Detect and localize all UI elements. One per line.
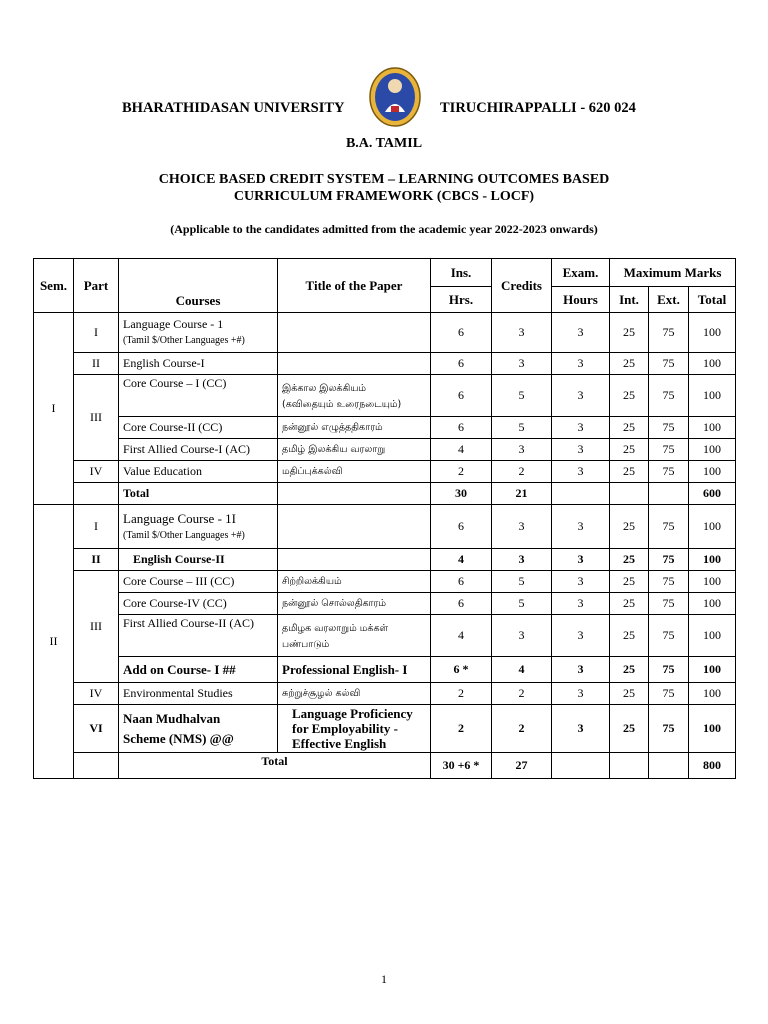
- ext-cell: 75: [649, 375, 689, 417]
- ext-cell: 75: [649, 683, 689, 705]
- exam-cell: 3: [552, 439, 610, 461]
- course-subtext: (Tamil $/Other Languages +#): [123, 529, 245, 541]
- int-cell: [610, 483, 649, 505]
- table-row: [34, 571, 736, 593]
- exam-cell: 3: [552, 461, 610, 483]
- title-cell: நன்னூல் எழுத்ததிகாரம்: [278, 417, 431, 439]
- credits-cell: 3: [492, 353, 552, 375]
- curriculum-table: [33, 258, 736, 779]
- credits-cell: 2: [492, 461, 552, 483]
- hours-total: 30: [431, 483, 492, 505]
- part-cell: VI: [74, 705, 119, 753]
- total-cell: 100: [689, 375, 736, 417]
- header-int: Int.: [610, 287, 649, 313]
- int-cell: 25: [610, 593, 649, 615]
- title-cell: [278, 353, 431, 375]
- total-cell: 100: [689, 705, 736, 753]
- total-cell: 100: [689, 353, 736, 375]
- exam-cell: 3: [552, 313, 610, 353]
- part-cell: IV: [74, 461, 119, 483]
- sem-cell: II: [34, 505, 74, 779]
- title-cell: [278, 505, 431, 549]
- course-cell: Core Course-IV (CC): [119, 593, 278, 615]
- title-cell: நன்னூல் சொல்லதிகாரம்: [278, 593, 431, 615]
- part-cell: III: [74, 571, 119, 683]
- int-cell: 25: [610, 375, 649, 417]
- hours-cell: 4: [431, 615, 492, 657]
- exam-cell: 3: [552, 657, 610, 683]
- credits-cell: 5: [492, 593, 552, 615]
- exam-cell: 3: [552, 375, 610, 417]
- int-cell: 25: [610, 705, 649, 753]
- credits-cell: 5: [492, 417, 552, 439]
- total-cell: 100: [689, 461, 736, 483]
- ext-cell: 75: [649, 461, 689, 483]
- exam-cell: 3: [552, 705, 610, 753]
- title-subtext: for Employability -: [292, 721, 398, 736]
- course-cell: Value Education: [119, 461, 278, 483]
- table-row: [34, 657, 736, 683]
- hours-cell: 6: [431, 313, 492, 353]
- part-cell: II: [74, 353, 119, 375]
- hours-cell: 6: [431, 593, 492, 615]
- title-cell: [278, 705, 431, 753]
- hours-cell: 6: [431, 353, 492, 375]
- course-cell: First Allied Course-I (AC): [119, 439, 278, 461]
- ext-cell: [649, 753, 689, 779]
- credits-cell: 3: [492, 439, 552, 461]
- credits-cell: 5: [492, 571, 552, 593]
- hours-cell: 4: [431, 549, 492, 571]
- title-cell: [278, 549, 431, 571]
- total-cell: 100: [689, 417, 736, 439]
- title-subtext: (கவிதையும் உரைநடையும்): [282, 398, 402, 410]
- int-cell: 25: [610, 313, 649, 353]
- part-cell: II: [74, 549, 119, 571]
- credits-cell: 2: [492, 683, 552, 705]
- header-ins-hrs-1: Ins.: [431, 259, 492, 287]
- credits-cell: 5: [492, 375, 552, 417]
- table-row: [34, 375, 736, 417]
- ext-cell: 75: [649, 549, 689, 571]
- course-cell: [119, 313, 278, 353]
- part-cell: I: [74, 505, 119, 549]
- credits-total: 21: [492, 483, 552, 505]
- hours-total: 30 +6 *: [431, 753, 492, 779]
- total-row: [34, 483, 736, 505]
- table-row: [34, 683, 736, 705]
- course-cell: Add on Course- I ##: [119, 657, 278, 683]
- course-cell: [119, 505, 278, 549]
- exam-cell: 3: [552, 505, 610, 549]
- exam-cell: 3: [552, 615, 610, 657]
- header-courses: Courses: [119, 259, 278, 313]
- framework-title-line2: CURRICULUM FRAMEWORK (CBCS - LOCF): [233, 189, 535, 204]
- ext-cell: 75: [649, 439, 689, 461]
- exam-cell: 3: [552, 549, 610, 571]
- credits-cell: 3: [492, 615, 552, 657]
- int-cell: [610, 753, 649, 779]
- course-cell: Environmental Studies: [119, 683, 278, 705]
- ext-cell: 75: [649, 313, 689, 353]
- total-label: Total: [119, 753, 431, 779]
- course-cell: English Course-II: [119, 549, 278, 571]
- university-city: TIRUCHIRAPPALLI - 620 024: [440, 100, 636, 116]
- credits-cell: 2: [492, 705, 552, 753]
- total-cell: 100: [689, 313, 736, 353]
- title-cell: சுற்றுச்சூழல் கல்வி: [278, 683, 431, 705]
- header-part: Part: [74, 259, 119, 313]
- title-subtext: பண்பாடும்: [282, 638, 330, 650]
- title-cell: சிற்றிலக்கியம்: [278, 571, 431, 593]
- part-cell: III: [74, 375, 119, 461]
- ext-cell: 75: [649, 657, 689, 683]
- total-cell: 100: [689, 439, 736, 461]
- title-cell: [278, 615, 431, 657]
- int-cell: 25: [610, 417, 649, 439]
- int-cell: 25: [610, 549, 649, 571]
- title-cell: [278, 483, 431, 505]
- exam-cell: [552, 753, 610, 779]
- total-cell: 100: [689, 615, 736, 657]
- hours-cell: 6: [431, 505, 492, 549]
- ext-cell: 75: [649, 417, 689, 439]
- exam-cell: [552, 483, 610, 505]
- title-cell: மதிப்புக்கல்வி: [278, 461, 431, 483]
- ext-cell: 75: [649, 593, 689, 615]
- hours-cell: 2: [431, 461, 492, 483]
- course-subtext: (Tamil $/Other Languages +#): [123, 335, 245, 346]
- title-text: தமிழக வரலாறும் மக்கள்: [282, 622, 389, 634]
- total-cell: 100: [689, 593, 736, 615]
- exam-cell: 3: [552, 683, 610, 705]
- sem-cell: I: [34, 313, 74, 505]
- ext-cell: 75: [649, 505, 689, 549]
- university-name: BHARATHIDASAN UNIVERSITY: [122, 100, 345, 116]
- course-name: Naan Mudhalvan: [123, 710, 221, 726]
- credits-cell: 3: [492, 505, 552, 549]
- hours-cell: 6: [431, 571, 492, 593]
- ext-cell: 75: [649, 705, 689, 753]
- total-cell: 100: [689, 683, 736, 705]
- table-row: [34, 593, 736, 615]
- int-cell: 25: [610, 461, 649, 483]
- ext-cell: 75: [649, 615, 689, 657]
- total-cell: 100: [689, 505, 736, 549]
- title-cell: [278, 313, 431, 353]
- course-name: Language Course - 1I: [123, 510, 236, 526]
- header-sem: Sem.: [34, 259, 74, 313]
- title-text: இக்கால இலக்கியம்: [282, 382, 367, 394]
- title-cell: தமிழ் இலக்கிய வரலாறு: [278, 439, 431, 461]
- table-row: [34, 353, 736, 375]
- course-subtext: Scheme (NMS) @@: [123, 730, 234, 746]
- credits-cell: 3: [492, 549, 552, 571]
- table-row: [34, 313, 736, 353]
- hours-cell: 2: [431, 705, 492, 753]
- int-cell: 25: [610, 353, 649, 375]
- hours-cell: 2: [431, 683, 492, 705]
- course-name: Language Course - 1: [123, 317, 224, 331]
- course-cell: First Allied Course-II (AC): [119, 615, 278, 657]
- ext-cell: 75: [649, 353, 689, 375]
- hours-cell: 6 *: [431, 657, 492, 683]
- exam-cell: 3: [552, 571, 610, 593]
- framework-title-line1: CHOICE BASED CREDIT SYSTEM – LEARNING OUTCOMES BASED: [158, 172, 610, 187]
- table-row: [34, 505, 736, 549]
- header-title: Title of the Paper: [278, 259, 431, 313]
- table-row: [34, 549, 736, 571]
- total-cell: 100: [689, 549, 736, 571]
- table-row: [34, 439, 736, 461]
- exam-cell: 3: [552, 353, 610, 375]
- program-title: B.A. TAMIL: [345, 136, 423, 151]
- table-row: [34, 417, 736, 439]
- course-cell: English Course-I: [119, 353, 278, 375]
- part-cell: [74, 483, 119, 505]
- university-logo-icon: [368, 66, 422, 128]
- header-credits: Credits: [492, 259, 552, 313]
- applicability-note: (Applicable to the candidates admitted from the academic year 2022-2023 onwards): [170, 222, 598, 236]
- header-ins-hrs-2: Hrs.: [431, 287, 492, 313]
- int-cell: 25: [610, 683, 649, 705]
- int-cell: 25: [610, 505, 649, 549]
- hours-cell: 6: [431, 417, 492, 439]
- part-cell: I: [74, 313, 119, 353]
- credits-total: 27: [492, 753, 552, 779]
- table-row: [34, 615, 736, 657]
- int-cell: 25: [610, 615, 649, 657]
- total-cell: 100: [689, 571, 736, 593]
- part-cell: IV: [74, 683, 119, 705]
- int-cell: 25: [610, 439, 649, 461]
- hours-cell: 6: [431, 375, 492, 417]
- table-row: [34, 705, 736, 753]
- credits-cell: 4: [492, 657, 552, 683]
- part-cell: [74, 753, 119, 779]
- course-cell: Core Course – I (CC): [119, 375, 278, 417]
- exam-cell: 3: [552, 593, 610, 615]
- title-cell: Professional English- I: [278, 657, 431, 683]
- total-cell: 100: [689, 657, 736, 683]
- table-row: [34, 461, 736, 483]
- marks-total: 600: [689, 483, 736, 505]
- course-cell: Core Course-II (CC): [119, 417, 278, 439]
- exam-cell: 3: [552, 417, 610, 439]
- course-cell: Core Course – III (CC): [119, 571, 278, 593]
- header-row-1: [34, 259, 736, 287]
- credits-cell: 3: [492, 313, 552, 353]
- header-total: Total: [689, 287, 736, 313]
- header-max-marks: Maximum Marks: [610, 259, 736, 287]
- title-subtext-2: Effective English: [292, 736, 387, 751]
- title-text: Language Proficiency: [292, 706, 413, 721]
- total-row: [34, 753, 736, 779]
- title-cell: [278, 375, 431, 417]
- course-cell: [119, 705, 278, 753]
- header-ext: Ext.: [649, 287, 689, 313]
- total-label: Total: [119, 483, 278, 505]
- ext-cell: [649, 483, 689, 505]
- page-number: 1: [381, 972, 387, 986]
- ext-cell: 75: [649, 571, 689, 593]
- int-cell: 25: [610, 657, 649, 683]
- header-exam-1: Exam.: [552, 259, 610, 287]
- int-cell: 25: [610, 571, 649, 593]
- header-exam-2: Hours: [552, 287, 610, 313]
- marks-total: 800: [689, 753, 736, 779]
- header-row: [0, 62, 768, 142]
- hours-cell: 4: [431, 439, 492, 461]
